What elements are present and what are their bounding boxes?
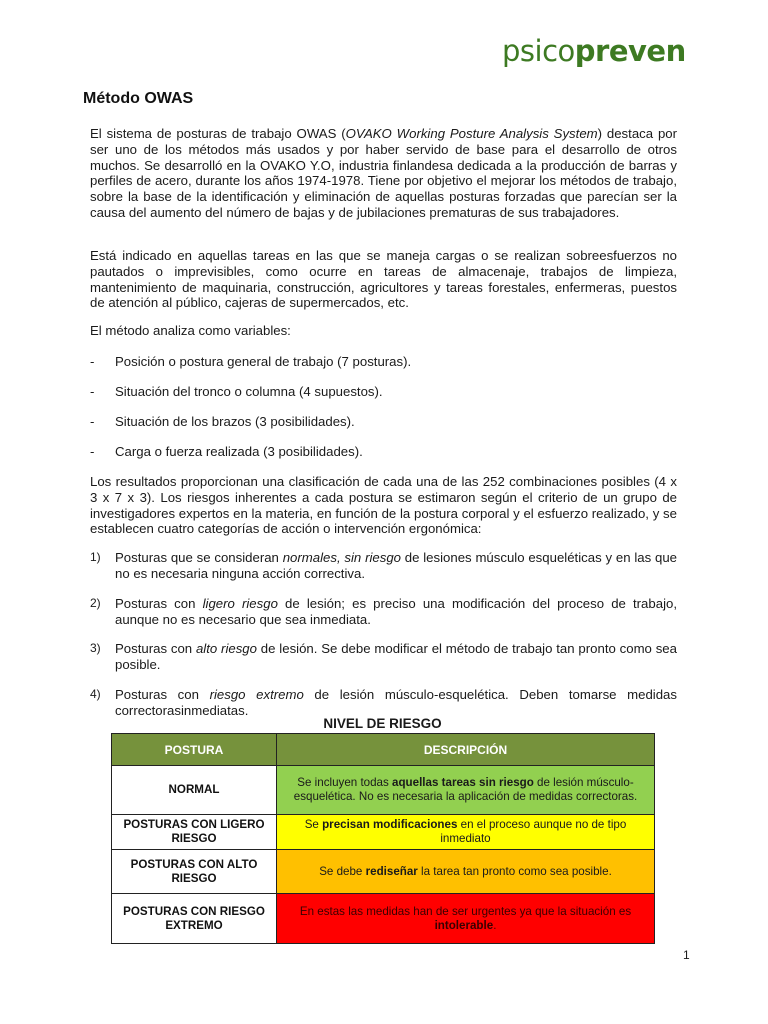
bullet-dash: - — [90, 444, 95, 459]
category-item — [90, 596, 677, 628]
variable-text: Situación del tronco o columna (4 supuestos). — [115, 384, 383, 399]
category-item — [90, 641, 677, 673]
variable-text: Posición o postura general de trabajo (7 posturas). — [115, 354, 412, 369]
page-title: Método OWAS — [83, 90, 194, 107]
bullet-dash: - — [90, 414, 95, 429]
risk-description-cell: Se precisan modificaciones en el proceso aunque no de tipo inmediato — [277, 815, 655, 850]
category-text: Posturas con ligero riesgo de lesión; es preciso una modificación del proceso de trabajo, aunque no es necesario que sea inmediata. — [115, 596, 677, 627]
risk-category-cell: NORMAL — [112, 766, 277, 815]
risk-description-cell: En estas las medidas han de ser urgentes ya que la situación es intolerable. — [277, 894, 655, 944]
risk-description-cell: Se incluyen todas aquellas tareas sin riesgo de lesión músculo-esquelética. No es necesaria la aplicación de medidas correctoras. — [277, 766, 655, 815]
category-text: Posturas con riesgo extremo de lesión músculo-esquelética. Deben tomarse medidas correctorasinmediatas. — [115, 687, 677, 718]
risk-table-title: NIVEL DE RIESGO — [323, 716, 442, 731]
category-number: 1) — [90, 550, 101, 564]
risk-level-table — [111, 733, 655, 944]
risk-category-cell: POSTURAS CON LIGERO RIESGO — [112, 815, 277, 850]
header-postura: POSTURA — [112, 734, 277, 766]
intro-paragraph-1 — [90, 126, 677, 221]
results-paragraph: Los resultados proporcionan una clasificación de cada una de las 252 combinaciones posibles (4 x 3 x 7 x 3). Los riesgos inherentes a cada postura se estimaron según el criterio de un grupo de investigadores expertos en la materia, en función de la postura corporal y el esfuerzo realizado, y se establecen cuatro categorías de acción o intervención ergonómica: — [90, 474, 677, 537]
logo-part-psico: psico — [502, 34, 575, 68]
table-row — [112, 850, 655, 894]
variable-text: Carga o fuerza realizada (3 posibilidades). — [115, 444, 363, 459]
category-number: 3) — [90, 641, 101, 655]
table-row — [112, 766, 655, 815]
table-row — [112, 815, 655, 850]
category-text: Posturas con alto riesgo de lesión. Se debe modificar el método de trabajo tan pronto como sea posible. — [115, 641, 677, 672]
risk-category-cell: POSTURAS CON RIESGO EXTREMO — [112, 894, 277, 944]
intro-p1-italic: OVAKO Working Posture Analysis System — [345, 126, 598, 141]
table-row — [112, 894, 655, 944]
intro-paragraph-3: El método analiza como variables: — [90, 323, 291, 338]
category-item — [90, 687, 677, 719]
logo-part-preven: preven — [574, 34, 686, 68]
table-header-row — [112, 734, 655, 766]
category-number: 4) — [90, 687, 101, 701]
psicopreven-logo — [502, 34, 686, 68]
intro-paragraph-2: Está indicado en aquellas tareas en las que se maneja cargas o se realizan sobreesfuerzos no pautados o imprevisibles, como ocurre en tareas de almacenaje, trabajos de limpieza, mantenimiento de maquinaria, construcción, agricultores y tareas forestales, enfermeras, puestos de atención al público, cajeras de supermercados, etc. — [90, 248, 677, 311]
category-item — [90, 550, 677, 582]
risk-category-cell: POSTURAS CON ALTO RIESGO — [112, 850, 277, 894]
category-number: 2) — [90, 596, 101, 610]
intro-p1-after: ) destaca por ser uno de los métodos más usados y por haber servido de base para el desarrollo de otros muchos. Se desarrolló en la OVAKO Y.O, industria finlandesa dedicada a la producción de barras y perfiles de acero, durante los años 1974-1978. Tiene por objetivo el mejorar los métodos de trabajo, sobre la base de la identificación y eliminación de aquellas posturas forzadas que parecían ser la causa del aumento del número de bajas y de jubilaciones prematuras de sus trabajadores. — [90, 126, 678, 220]
risk-description-cell: Se debe rediseñar la tarea tan pronto como sea posible. — [277, 850, 655, 894]
page-number: 1 — [683, 948, 690, 962]
variable-text: Situación de los brazos (3 posibilidades). — [115, 414, 355, 429]
bullet-dash: - — [90, 384, 95, 399]
category-text: Posturas que se consideran normales, sin riesgo de lesiones músculo esqueléticas y en las que no es necesaria ninguna acción correctiva. — [115, 550, 677, 581]
intro-p1-before: El sistema de posturas de trabajo OWAS ( — [90, 126, 346, 141]
bullet-dash: - — [90, 354, 95, 369]
header-descripcion: DESCRIPCIÓN — [277, 734, 655, 766]
